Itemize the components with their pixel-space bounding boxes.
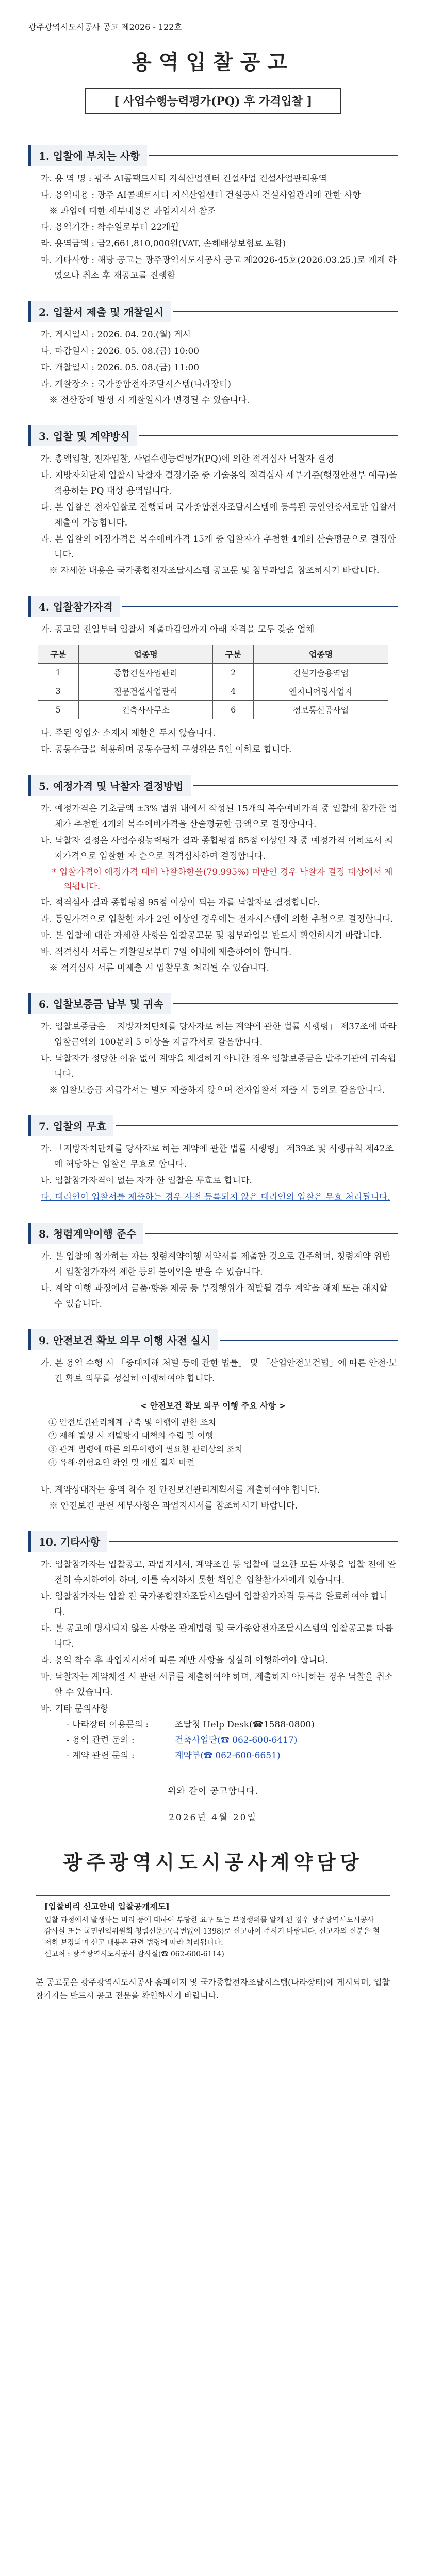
section-heading bbox=[28, 1531, 398, 1552]
table-cell: 건설기술용역업 bbox=[254, 664, 388, 682]
list-item: 가. 총액입찰, 전자입찰, 사업수행능력평가(PQ)에 의한 적격심사 낙찰자 결정 bbox=[41, 454, 334, 464]
list-item: 나. 낙찰자 결정은 사업수행능력평가 결과 종합평점 85점 이상인 자 중 예정가격 이하로서 최저가격으로 입찰한 자 순으로 적격심사하여 결정합니다. bbox=[41, 836, 394, 861]
list-item: 가. 본 입찰에 참가하는 자는 청렴계약이행 서약서를 제출한 것으로 간주하며, 청렴계약 위반 시 입찰참가자격 제한 등의 불이익을 받을 수 있습니다. bbox=[41, 1251, 390, 1277]
section-rule bbox=[149, 155, 398, 156]
section-rule bbox=[122, 606, 398, 607]
section-rule bbox=[139, 435, 398, 436]
list-item: 나. 지방자치단체 입찰시 낙찰자 결정기준 중 기술용역 적격심사 세부기준(행정안전부 예규)을 적용하는 PQ 대상 용역입니다. bbox=[41, 470, 398, 496]
section-heading bbox=[28, 145, 398, 166]
section-rule bbox=[116, 1125, 398, 1126]
highlight-item: 다. 대리인이 입찰서를 제출하는 경우 사전 등록되지 않은 대리인의 입찰은 무효 처리됩니다. bbox=[41, 1192, 390, 1202]
list-item: 나. 입찰참가자격이 없는 자가 한 입찰은 무효로 합니다. bbox=[41, 1176, 252, 1186]
table-cell: 전문건설사업관리 bbox=[78, 682, 213, 701]
section-rule bbox=[109, 1541, 398, 1542]
contact-row bbox=[34, 1733, 398, 1748]
table-header-cell: 구분 bbox=[38, 645, 79, 664]
note: ※ 과업에 대한 세부내용은 과업지시서 참조 bbox=[49, 206, 216, 216]
section-5 bbox=[28, 775, 398, 975]
list-item: 가. 본 용역 수행 시 「중대재해 처벌 등에 관한 법률」 및 「산업안전보건법」에 따른 안전·보건 확보 의무를 성실히 이행하여야 합니다. bbox=[41, 1358, 397, 1384]
section-title: 9. 안전보건 확보 의무 이행 사전 실시 bbox=[28, 1329, 218, 1350]
table-cell: 건축사사무소 bbox=[78, 701, 213, 719]
section-title: 2. 입찰서 제출 및 개찰일시 bbox=[28, 301, 171, 322]
list-item: 바. 적격심사 서류는 개찰일로부터 7일 이내에 제출하여야 합니다. bbox=[41, 947, 292, 957]
list-item: 가. 용 역 명 : 광주 AI콤팩트시티 지식산업센터 건설사업 건설사업관리용역 bbox=[41, 174, 327, 184]
list-item: 마. 낙찰자는 계약체결 시 관련 서류를 제출하여야 하며, 제출하지 아니하는 경우 낙찰을 취소할 수 있습니다. bbox=[41, 1672, 394, 1698]
table-cell: 엔지니어링사업자 bbox=[254, 682, 388, 701]
section-title: 3. 입찰 및 계약방식 bbox=[28, 425, 137, 446]
section-title: 8. 청렴계약이행 준수 bbox=[28, 1223, 143, 1244]
list-item: 다. 적격심사 결과 종합평점 95점 이상이 되는 자를 낙찰자로 결정합니다. bbox=[41, 897, 320, 908]
list-item: 라. 용역금액 : 금2,661,810,000원(VAT, 손해배상보험료 포함) bbox=[41, 239, 286, 249]
table-header-cell: 구분 bbox=[213, 645, 254, 664]
notice-date: 2026년 4월 20일 bbox=[169, 1812, 257, 1823]
table-row bbox=[38, 682, 388, 701]
box-title: [입찰비리 신고안내 입찰공개제도] bbox=[44, 1902, 170, 1911]
list-item: 나. 용역내용 : 광주 AI콤팩트시티 지식산업센터 건설공사 건설사업관리에 관한 사항 bbox=[41, 190, 361, 200]
section-rule bbox=[193, 785, 398, 786]
section-1 bbox=[28, 145, 398, 283]
contact-row bbox=[34, 1718, 398, 1732]
list-item: 다. 개찰일시 : 2026. 05. 08.(금) 11:00 bbox=[41, 363, 200, 373]
contact-label: - 용역 관련 문의 : bbox=[67, 1735, 135, 1745]
contact-value: 건축사업단(☎ 062-600-6417) bbox=[175, 1735, 298, 1745]
section-title: 10. 기타사항 bbox=[28, 1531, 107, 1552]
list-item: 나. 계약 이행 과정에서 금품·향응 제공 등 부정행위가 적발될 경우 계약을 해제 또는 해지할 수 있습니다. bbox=[41, 1283, 388, 1309]
closing-line: 위와 같이 공고합니다. bbox=[167, 1786, 258, 1797]
list-item: 바. 기타 문의사항 bbox=[41, 1704, 109, 1714]
section-heading bbox=[28, 425, 398, 446]
table-cell: 6 bbox=[213, 701, 254, 719]
section-heading bbox=[28, 596, 398, 617]
table-cell: 5 bbox=[38, 701, 79, 719]
note: ※ 안전보건 관련 세부사항은 과업지시서를 참조하시기 바랍니다. bbox=[49, 1501, 298, 1511]
table-row bbox=[38, 701, 388, 719]
section-title: 4. 입찰참가자격 bbox=[28, 596, 120, 617]
section-8 bbox=[28, 1223, 398, 1312]
list-item: 가. 입찰참가자는 입찰공고, 과업지시서, 계약조건 등 입찰에 필요한 모든 사항을 입찰 전에 완전히 숙지하여야 하며, 이를 숙지하지 못한 책임은 입찰참가자에게 있습니다. bbox=[41, 1560, 396, 1585]
table-header-cell: 업종명 bbox=[254, 645, 388, 664]
section-title: 6. 입찰보증금 납부 및 귀속 bbox=[28, 993, 171, 1014]
section-rule bbox=[173, 311, 398, 312]
box-line: ② 재해 발생 시 재발방지 대책의 수립 및 이행 bbox=[48, 1431, 214, 1440]
box-line: ① 안전보건관리체계 구축 및 이행에 관한 조치 bbox=[48, 1417, 216, 1427]
section-title: 5. 예정가격 및 낙찰자 결정방법 bbox=[28, 775, 191, 796]
section-3 bbox=[28, 425, 398, 578]
highlight-note: * 입찰가격이 예정가격 대비 낙찰하한율(79.995%) 미만인 경우 낙찰자 결정 대상에서 제외됩니다. bbox=[52, 867, 393, 892]
list-item: 나. 주된 영업소 소재지 제한은 두지 않습니다. bbox=[41, 728, 216, 738]
note: ※ 적격심사 서류 미제출 시 입찰무효 처리될 수 있습니다. bbox=[49, 963, 269, 973]
list-item: 다. 공동수급을 허용하며 공동수급체 구성원은 5인 이하로 합니다. bbox=[41, 744, 292, 755]
list-item: 다. 본 입찰은 전자입찰로 진행되며 국가종합전자조달시스템에 등록된 공인인증서로만 입찰서 제출이 가능합니다. bbox=[41, 502, 397, 528]
section-6 bbox=[28, 993, 398, 1097]
table-cell: 1 bbox=[38, 664, 79, 682]
list-item: 라. 개찰장소 : 국가종합전자조달시스템(나라장터) bbox=[41, 379, 232, 389]
section-heading bbox=[28, 1223, 398, 1244]
section-9 bbox=[28, 1329, 398, 1513]
box-body: 입찰 과정에서 발생하는 비리 등에 대하여 부당한 요구 또는 부정행위를 알게 된 경우 광주광역시도시공사 감사실 또는 국민권익위원회 청렴신문고(국번없이 1398)로 신고하여 주시기 바랍니다. 신고자의 신분은 철저히 보장되며 신고 내용은 관련 법령에 따라 처리됩니다. bbox=[44, 1916, 380, 1947]
contact-value: 조달청 Help Desk(☎1588-0800) bbox=[175, 1720, 315, 1730]
note: ※ 입찰보증금 지급각서는 별도 제출하지 않으며 전자입찰서 제출 시 동의로 갈음합니다. bbox=[49, 1085, 385, 1095]
list-item: 다. 본 공고에 명시되지 않은 사항은 관계법령 및 국가종합전자조달시스템의 입찰공고를 따릅니다. bbox=[41, 1623, 394, 1649]
section-heading bbox=[28, 1329, 398, 1350]
list-item: 가. 「지방자치단체를 당사자로 하는 계약에 관한 법률 시행령」 제39조 및 시행규칙 제42조에 해당하는 입찰은 무효로 합니다. bbox=[41, 1144, 394, 1170]
page-title: 용역입찰공고 bbox=[132, 50, 294, 74]
section-heading bbox=[28, 775, 398, 796]
list-item: 라. 동일가격으로 입찰한 자가 2인 이상인 경우에는 전자시스템에 의한 추첨으로 결정합니다. bbox=[41, 914, 394, 924]
organization-name: 광주광역시도시공사계약담당 bbox=[63, 1851, 363, 1874]
notice-number: 광주광역시도시공사 공고 제2026 - 122호 bbox=[28, 22, 182, 32]
section-4 bbox=[28, 596, 398, 757]
safety-duty-box bbox=[39, 1394, 387, 1475]
table-cell: 종합건설사업관리 bbox=[78, 664, 213, 682]
list-item: 마. 본 입찰에 대한 자세한 사항은 입찰공고문 및 첨부파일을 반드시 확인하시기 바랍니다. bbox=[41, 930, 382, 941]
list-item: 라. 본 입찰의 예정가격은 복수예비가격 15개 중 입찰자가 추첨한 4개의 산술평균으로 결정합니다. bbox=[41, 534, 396, 560]
list-item: 나. 계약상대자는 용역 착수 전 안전보건관리계획서를 제출하여야 합니다. bbox=[41, 1485, 320, 1495]
section-2 bbox=[28, 301, 398, 408]
qualification-table bbox=[38, 645, 388, 719]
section-heading bbox=[28, 993, 398, 1014]
box-title: < 안전보건 확보 의무 이행 주요 사항 > bbox=[140, 1401, 286, 1411]
list-item: 마. 기타사항 : 해당 공고는 광주광역시도시공사 공고 제2026-45호(2026.03.25.)로 게재 하였으나 취소 후 재공고를 진행함 bbox=[41, 255, 397, 281]
section-rule bbox=[173, 1003, 398, 1004]
contact-row bbox=[34, 1749, 398, 1763]
list-item: 가. 입찰보증금은 「지방자치단체를 당사자로 하는 계약에 관한 법률 시행령」 제37조에 따라 입찰금액의 100분의 5 이상을 지급각서로 갈음합니다. bbox=[41, 1022, 397, 1047]
list-item: 나. 마감일시 : 2026. 05. 08.(금) 10:00 bbox=[41, 346, 200, 357]
list-item: 나. 입찰참가자는 입찰 전 국가종합전자조달시스템에 입찰참가자격 등록을 완료하여야 합니다. bbox=[41, 1591, 388, 1617]
section-7 bbox=[28, 1115, 398, 1205]
contact-label: - 계약 관련 문의 : bbox=[67, 1751, 135, 1761]
list-item: 라. 용역 착수 후 과업지시서에 따른 제반 사항을 성실히 이행하여야 합니다. bbox=[41, 1655, 329, 1666]
box-line: ④ 유해·위험요인 확인 및 개선 절차 마련 bbox=[48, 1458, 195, 1467]
page-subtitle: [ 사업수행능력평가(PQ) 후 가격입찰 ] bbox=[85, 88, 341, 114]
contact-label: - 나라장터 이용문의 : bbox=[67, 1720, 149, 1730]
section-title: 1. 입찰에 부치는 사항 bbox=[28, 145, 147, 166]
contact-value: 계약부(☎ 062-600-6651) bbox=[175, 1751, 281, 1761]
table-header-row bbox=[38, 645, 388, 664]
table-cell: 2 bbox=[213, 664, 254, 682]
list-item: 가. 예정가격은 기초금액 ±3% 범위 내에서 작성된 15개의 복수예비가격 중 입찰에 참가한 업체가 추첨한 4개의 복수예비가격을 산술평균한 금액으로 결정합니다. bbox=[41, 804, 398, 829]
box-contact: 신고처 : 광주광역시도시공사 감사실(☎ 062-600-6114) bbox=[44, 1950, 224, 1958]
section-title: 7. 입찰의 무효 bbox=[28, 1115, 113, 1136]
box-line: ③ 관계 법령에 따른 의무이행에 필요한 관리상의 조치 bbox=[48, 1444, 243, 1454]
list-item: 가. 공고일 전일부터 입찰서 제출마감일까지 아래 자격을 모두 갖춘 업체 bbox=[41, 624, 315, 635]
section-rule bbox=[220, 1340, 398, 1341]
table-cell: 3 bbox=[38, 682, 79, 701]
list-item: 가. 게시일시 : 2026. 04. 20.(월) 게시 bbox=[41, 330, 191, 340]
list-item: 다. 용역기간 : 착수일로부터 22개월 bbox=[41, 222, 179, 232]
section-heading bbox=[28, 1115, 398, 1136]
table-cell: 정보통신공사업 bbox=[254, 701, 388, 719]
section-10 bbox=[28, 1531, 398, 1763]
section-rule bbox=[145, 1233, 398, 1234]
table-row bbox=[38, 664, 388, 682]
note: ※ 자세한 내용은 국가종합전자조달시스템 공고문 및 첨부파일을 참조하시기 바랍니다. bbox=[49, 566, 380, 576]
ethics-report-box bbox=[36, 1895, 390, 1965]
table-cell: 4 bbox=[213, 682, 254, 701]
section-heading bbox=[28, 301, 398, 322]
list-item: 나. 낙찰자가 정당한 이유 없이 계약을 체결하지 아니한 경우 입찰보증금은 발주기관에 귀속됩니다. bbox=[41, 1054, 396, 1079]
table-header-cell: 업종명 bbox=[78, 645, 213, 664]
closing-text: 본 공고문은 광주광역시도시공사 홈페이지 및 국가종합전자조달시스템(나라장터)에 게시되며, 입찰 참가자는 반드시 공고 전문을 확인하시기 바랍니다. bbox=[36, 1977, 390, 2001]
note: ※ 전산장애 발생 시 개찰일시가 변경될 수 있습니다. bbox=[49, 395, 250, 405]
